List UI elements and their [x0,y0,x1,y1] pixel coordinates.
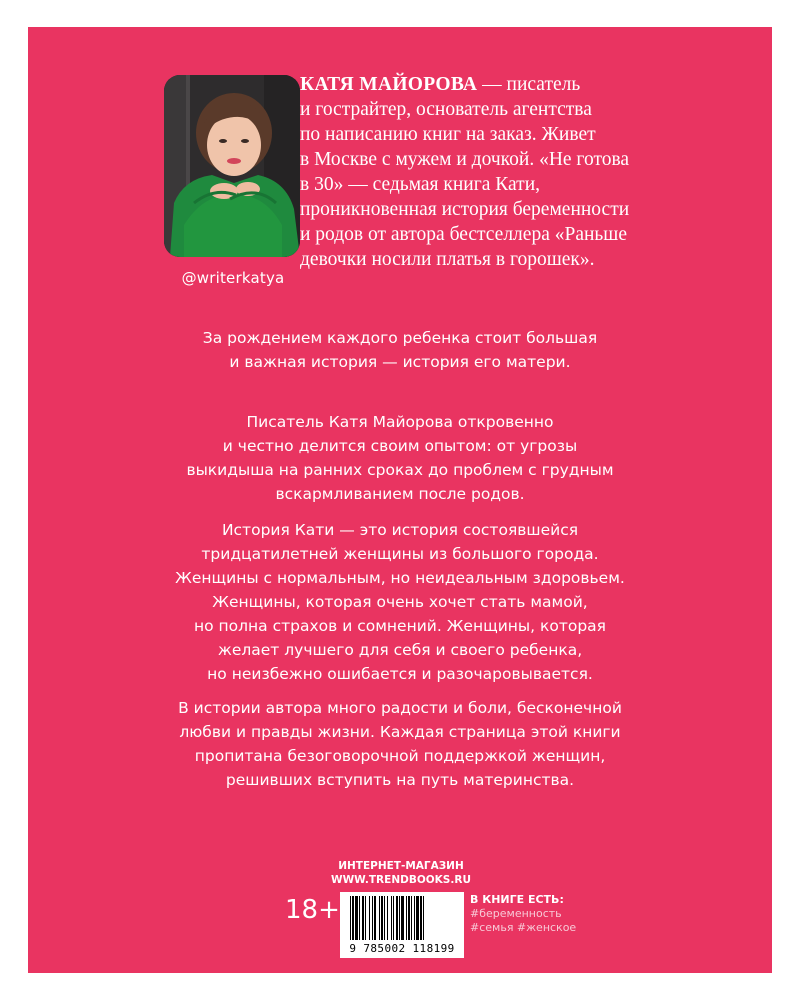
bio-line: и гострайтер, основатель агентства [300,99,592,120]
bio-line: девочки носили платья в горошек». [300,249,595,270]
age-rating: 18+ [285,895,340,925]
description-paragraph-2: Писатель Катя Майорова откровенно и честно делится своим опытом: от угрозы выкидыша на ранних сроках до проблем с грудным вскармливанием после родов. [186,413,614,503]
description-paragraph-1: За рождением каждого ребенка стоит большая и важная история — история его матери. [202,329,598,371]
description-paragraph-4: В истории автора много радости и боли, бесконечной любви и правды жизни. Каждая страница этой книги пропитана безоговорочной поддержкой женщин, решивших вступить на путь материнства. [178,699,622,789]
back-cover [28,27,772,973]
in-book-tags [470,893,576,935]
barcode-icon [340,892,464,942]
author-portrait-image [164,75,300,257]
author-photo [164,75,300,257]
bio-line: и родов от автора бестселлера «Раньше [300,224,627,245]
author-name: КАТЯ МАЙОРОВА [300,74,478,95]
bio-line: проникновенная история беременности [300,199,630,220]
in-book-heading: В КНИГЕ ЕСТЬ: [470,893,564,906]
online-store-info [318,859,484,887]
tag-line: #беременность [470,907,562,920]
isbn-number: 9 785002 118199 [349,942,455,955]
isbn-barcode [340,892,464,958]
store-label: ИНТЕРНЕТ-МАГАЗИН [338,860,464,872]
author-bio [300,72,630,272]
author-social-handle: @writerkatya [181,269,285,287]
tag-line: #семья #женское [470,921,577,934]
store-url[interactable]: WWW.TRENDBOOKS.RU [331,874,471,886]
description-paragraph-3: История Кати — это история состоявшейся тридцатилетней женщины из большого города. Женщины с нормальным, но неидеальным здоровьем. Женщины, которая очень хочет стать мамой, но полна страхов и сомнений. Женщины, которая желает лучшего для себя и своего ребенка, но неизбежно ошибается и разочаровывается. [175,521,625,683]
bio-line: в Москве с мужем и дочкой. «Не готова [300,149,630,170]
bio-line: по написанию книг на заказ. Живет [300,124,596,145]
bio-line: в 30» — седьмая книга Кати, [300,174,540,195]
bio-line: КАТЯ МАЙОРОВА — писатель [300,74,581,95]
